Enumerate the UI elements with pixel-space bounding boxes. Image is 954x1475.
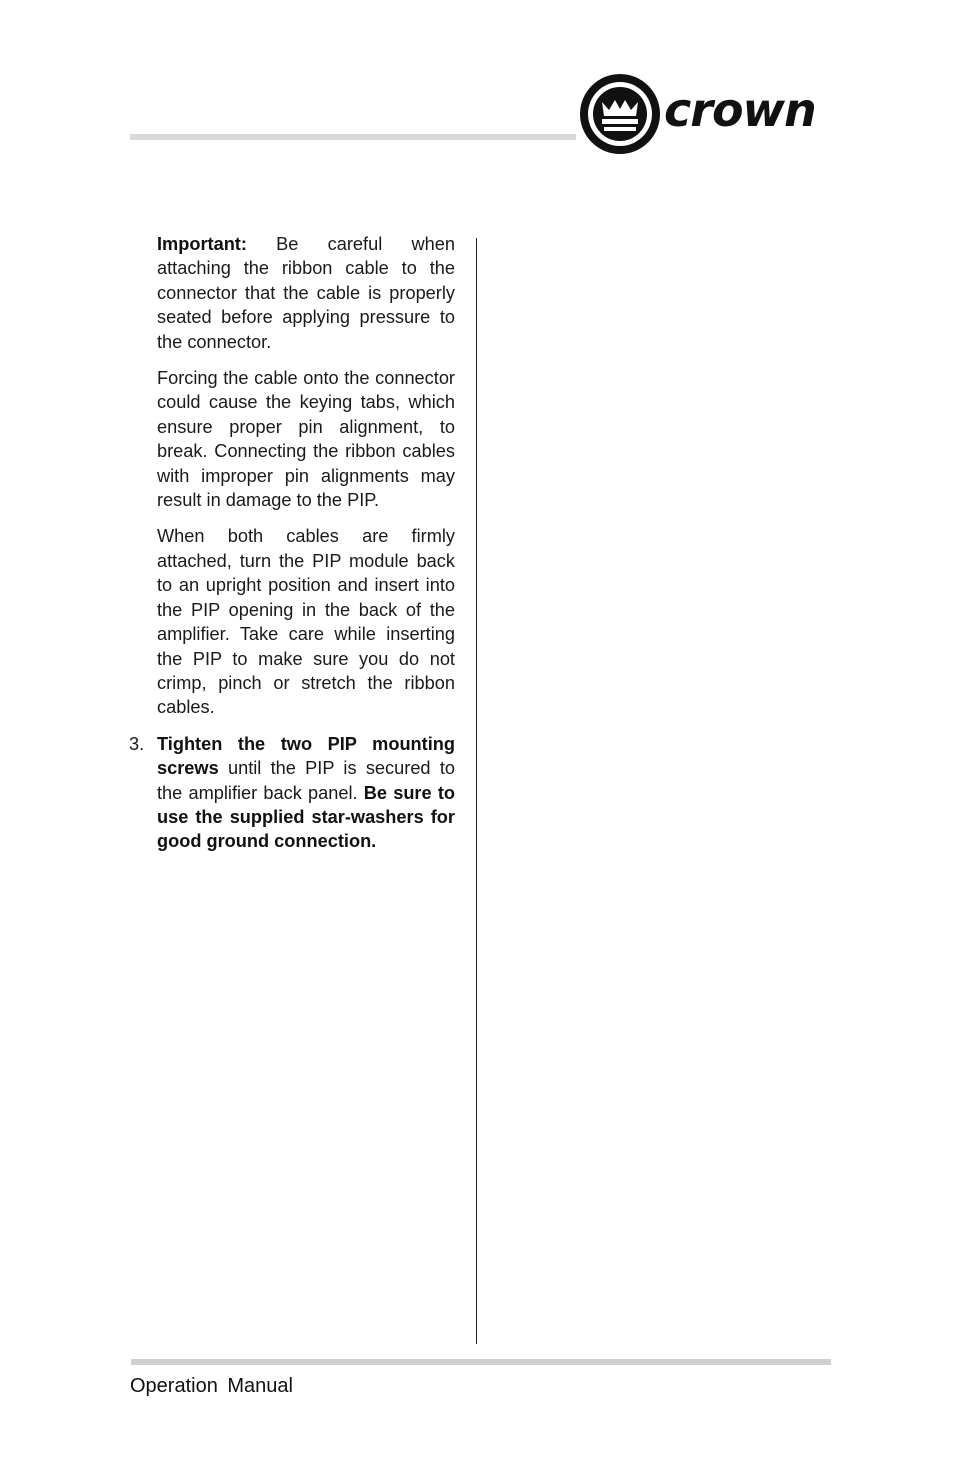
header-rule <box>130 134 576 140</box>
left-column <box>129 232 455 866</box>
step-bold-tail: Be sure to use the supplied star-washers for good ground connection. <box>157 782 455 852</box>
important-paragraph <box>157 232 455 354</box>
cables-attached-paragraph: When both cables are firmly attached, turn the PIP module back to an upright position and insert into the PIP opening in the back of the amplifier. Take care while inserting the PIP to make sure you do not crimp, pinch or stretch the ribbon cables. <box>157 526 455 718</box>
crown-logo <box>578 72 830 156</box>
step-text: until the PIP is secured to the amplifier back panel. <box>157 758 455 803</box>
step-bold-lead: Tighten the two PIP mounting screws <box>157 733 455 779</box>
forcing-paragraph: Forcing the cable onto the connector could cause the keying tabs, which ensure proper pin alignment, to break. Connecting the ribbon cables with improper pin alignments may result in damage to the PIP. <box>157 368 455 511</box>
important-text: Be careful when attaching the ribbon cable to the connector that the cable is properly seated before applying pressure to the connector. <box>157 234 455 352</box>
footer-label: Operation Manual <box>130 1375 293 1397</box>
column-divider <box>476 238 477 1344</box>
logo-wordmark: crown <box>664 83 816 137</box>
footer-rule <box>131 1359 831 1365</box>
important-label: Important: <box>157 234 247 254</box>
step-number: 3. <box>129 733 145 754</box>
step-3 <box>129 732 455 854</box>
crown-emblem-icon <box>578 72 662 156</box>
